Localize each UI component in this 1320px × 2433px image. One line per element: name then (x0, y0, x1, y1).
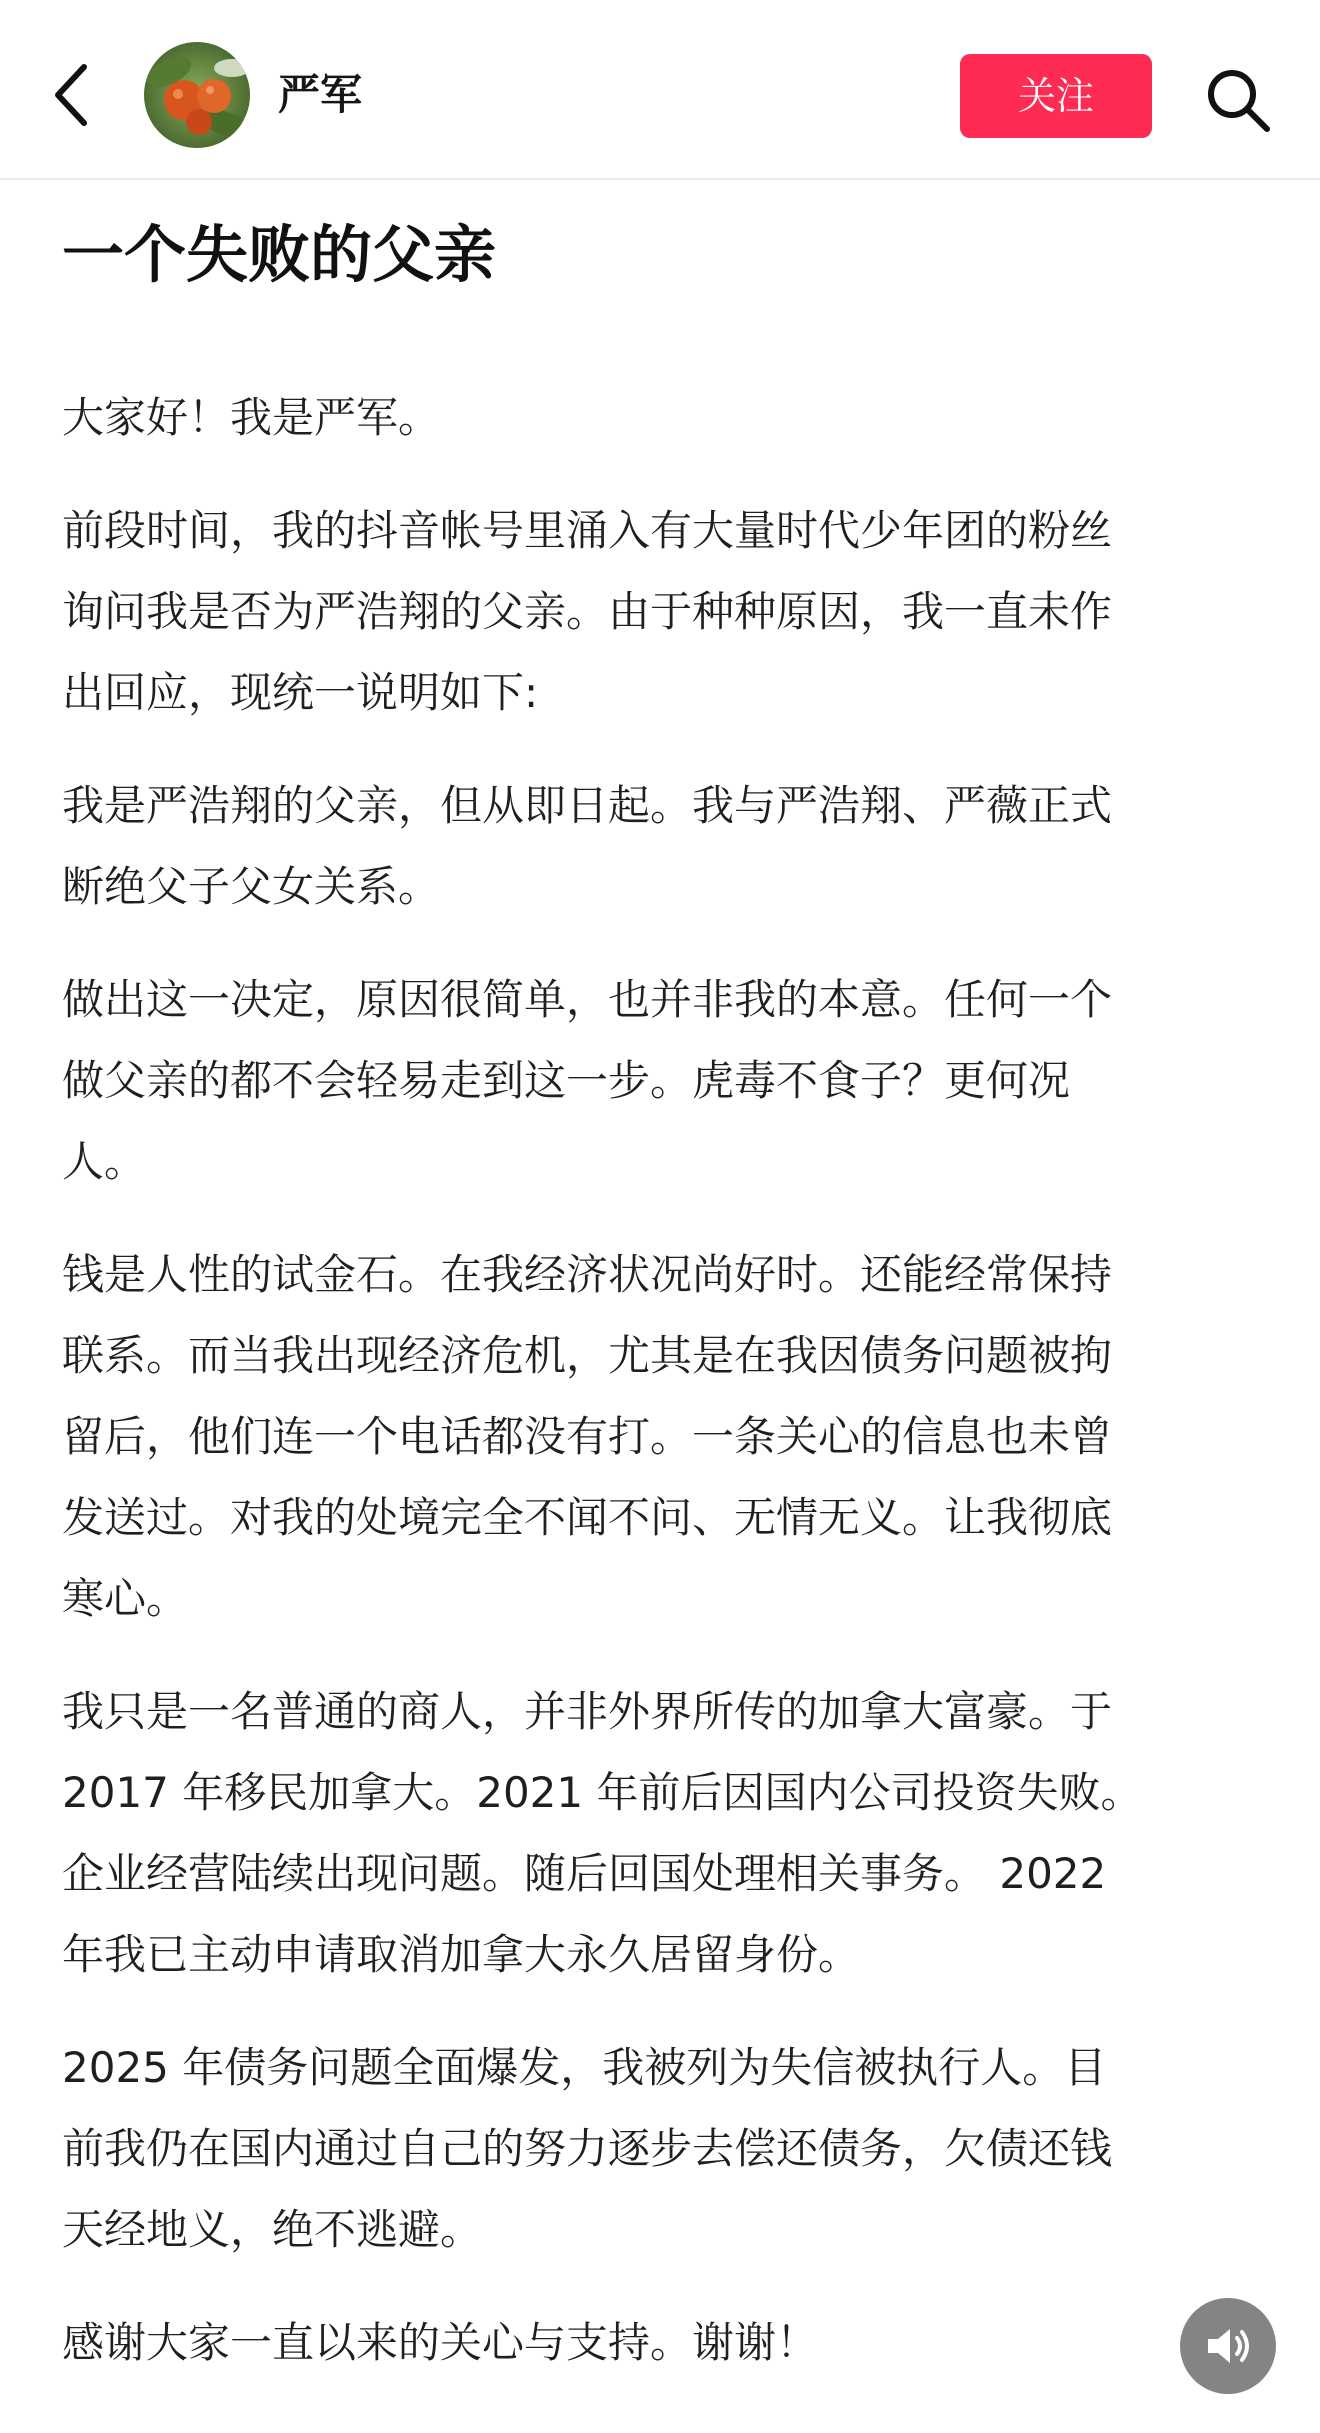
persimmon-avatar (144, 42, 250, 148)
article-title: 一个失败的父亲 (62, 218, 497, 291)
avatar[interactable] (144, 42, 250, 148)
article-paragraph-1: 大家好！我是严军。 (62, 393, 441, 442)
search-button[interactable] (1196, 58, 1280, 142)
top-navigation-bar (0, 0, 1320, 180)
chevron-left-icon (50, 63, 90, 127)
article-paragraph-3: 我是严浩翔的父亲，但从即日起。我与严浩翔、严薇正式 断绝父子父女关系。 (62, 781, 1113, 911)
article-paragraph-5: 钱是人性的试金石。在我经济状况尚好时。还能经常保持 联系。而当我出现经济危机，尤其是在我因债务问题被拘 留后，他们连一个电话都没有打。一条关心的信息也未曾 发送过。对我的处境完全不闻不问、无情无义。让我彻底 寒心。 (62, 1250, 1113, 1623)
article-paragraph-2: 前段时间，我的抖音帐号里涌入有大量时代少年团的粉丝 询问我是否为严浩翔的父亲。由于种种原因，我一直未作 出回应，现统一说明如下: (62, 506, 1113, 717)
sound-toggle-button[interactable] (1180, 2298, 1276, 2394)
article-body (62, 377, 1262, 2415)
article-paragraph-7: 2025 年债务问题全面爆发，我被列为失信被执行人。目 前我仍在国内通过自己的努力逐步去偿还债务，欠债还钱 天经地义，绝不逃避。 (62, 2043, 1113, 2254)
article-paragraph-6: 我只是一名普通的商人，并非外界所传的加拿大富豪。于 2017 年移民加拿大。2021 年前后因国内公司投资失败。 企业经营陆续出现问题。随后回国处理相关事务。 2022 年我已主动申请取消加拿大永久居留身份。 (62, 1687, 1143, 1979)
author-name[interactable]: 严军 (278, 70, 363, 119)
follow-button[interactable]: 关注 (960, 54, 1152, 138)
speaker-icon (1200, 2318, 1256, 2374)
article-paragraph-4: 做出这一决定，原因很简单，也并非我的本意。任何一个 做父亲的都不会轻易走到这一步。虎毒不食子？更何况 人。 (62, 975, 1113, 1186)
search-icon (1203, 65, 1273, 135)
back-button[interactable] (40, 52, 100, 138)
article-paragraph-8: 感谢大家一直以来的关心与支持。谢谢！ (62, 2318, 819, 2367)
